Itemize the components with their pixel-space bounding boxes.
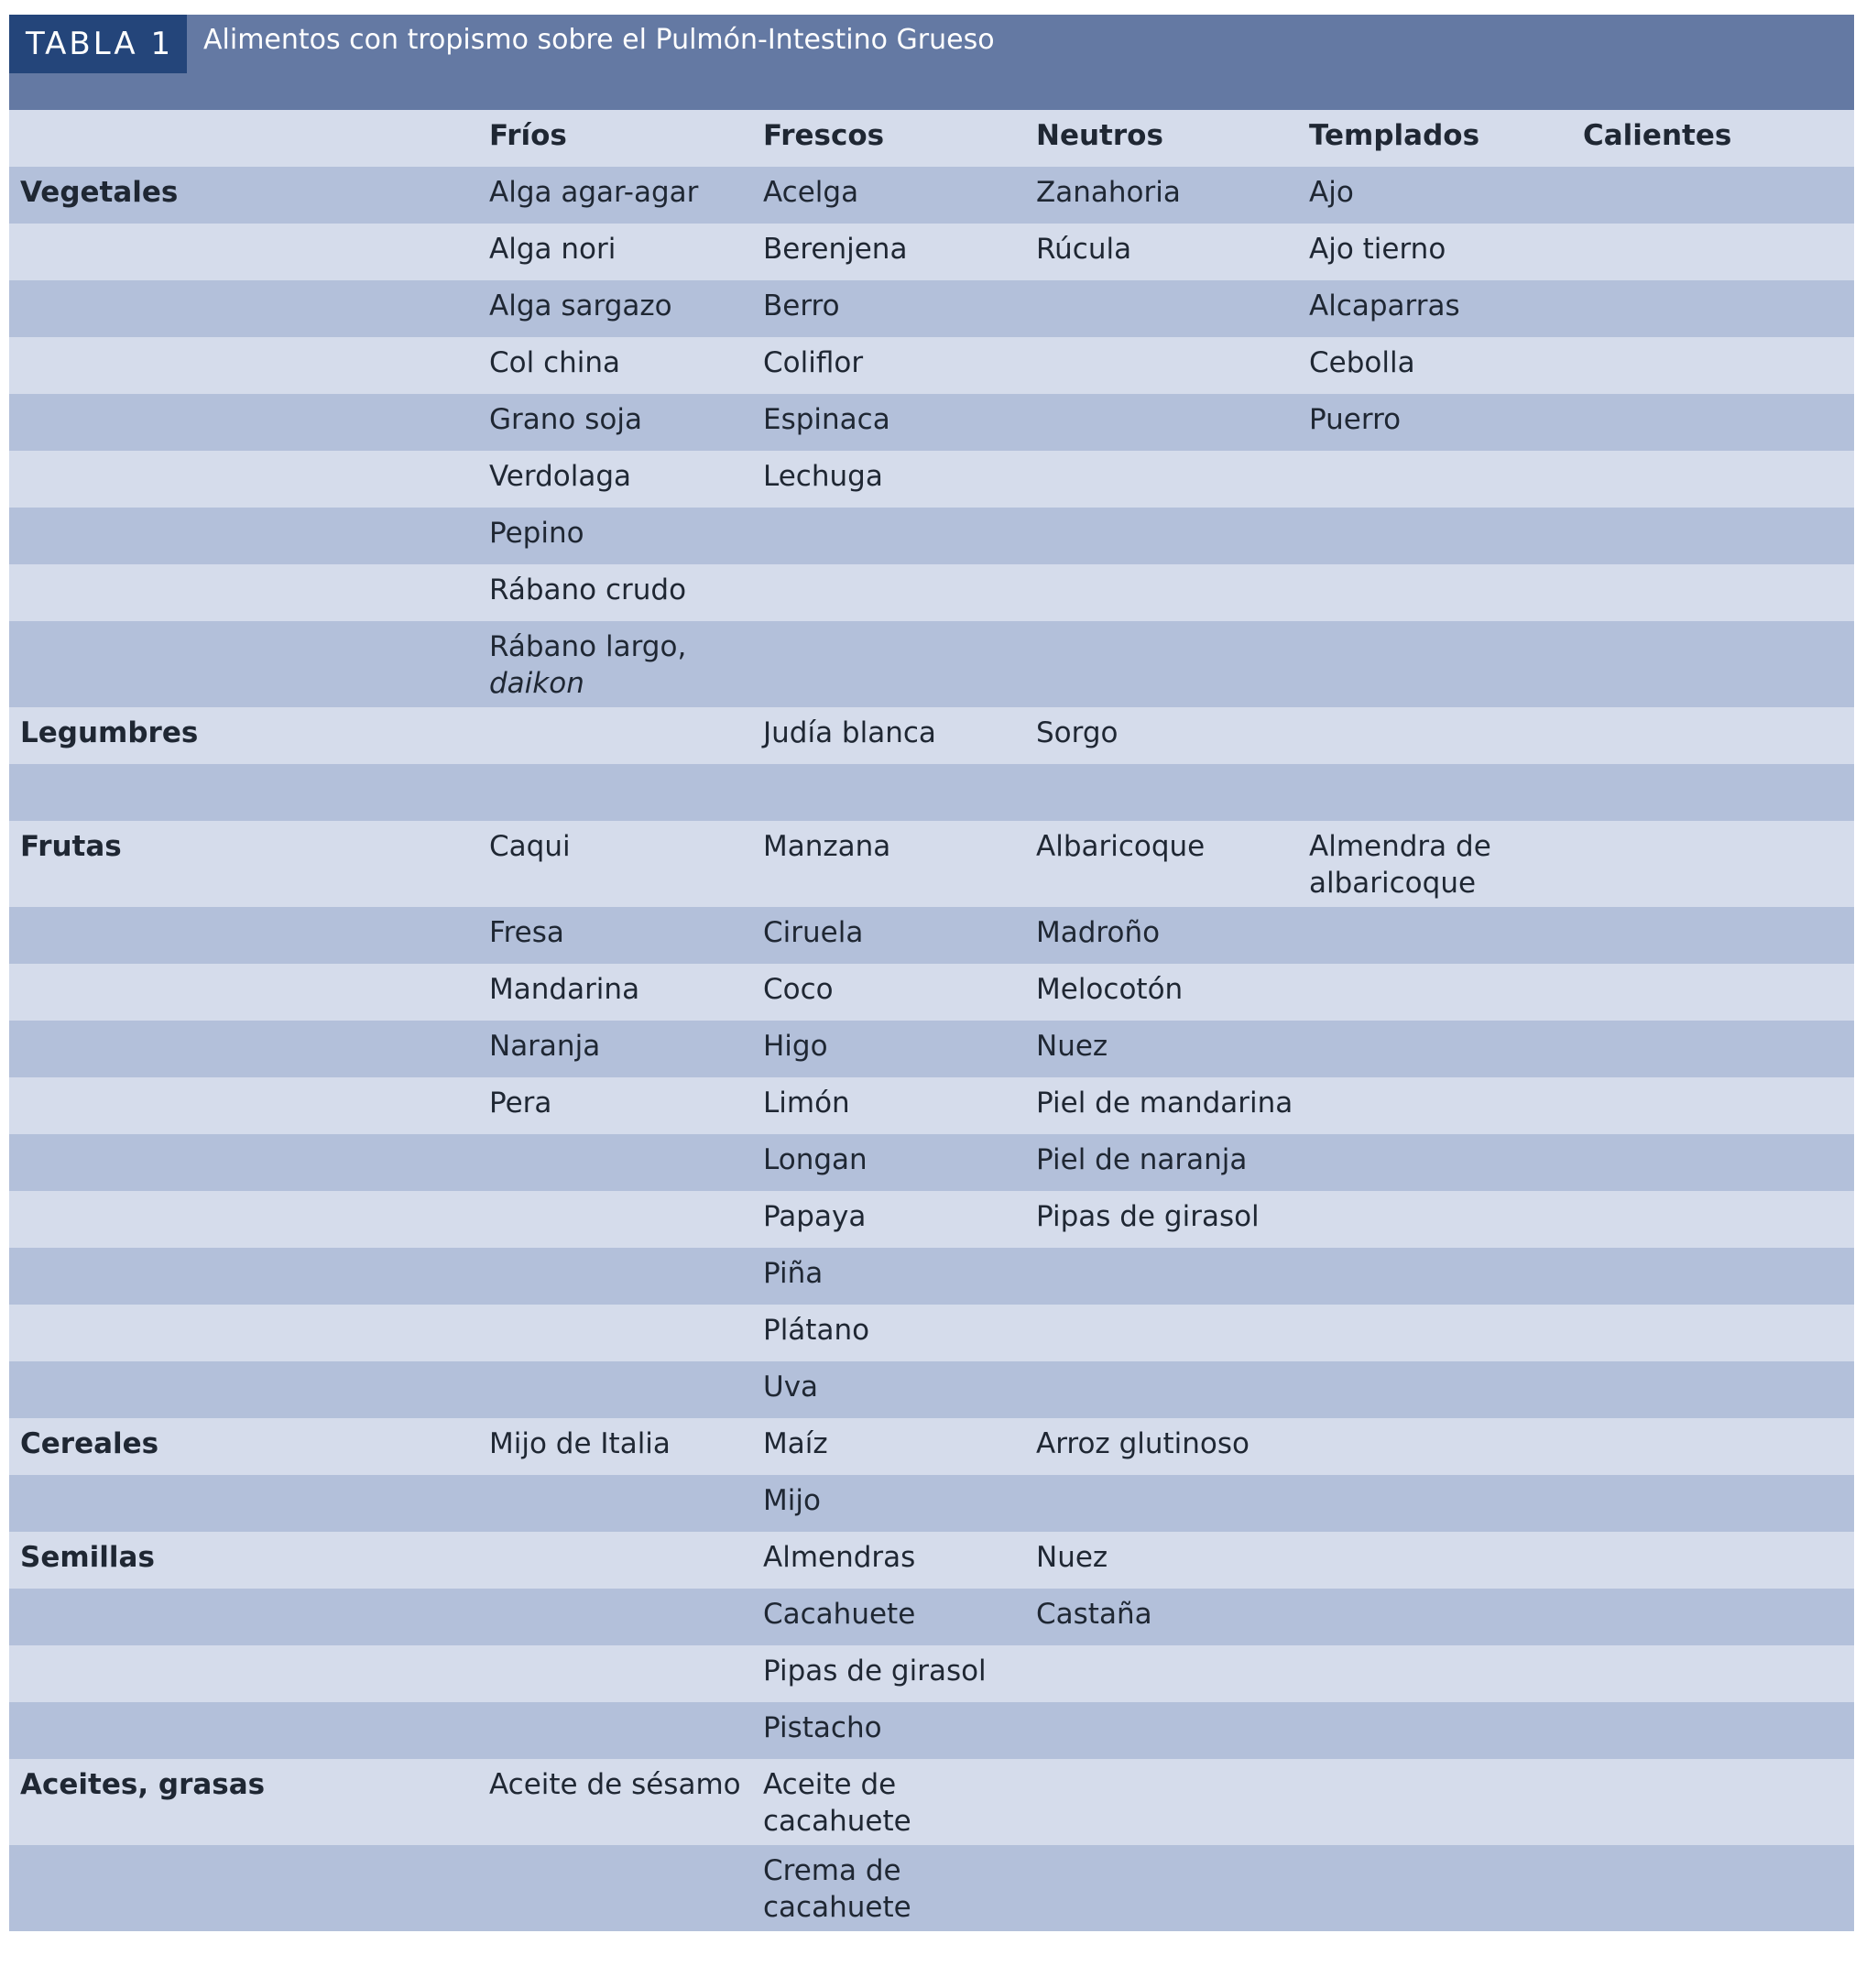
cell-frios xyxy=(489,280,763,337)
table-header-row xyxy=(9,110,1854,167)
cell-neutros xyxy=(1036,394,1309,451)
cell-text: Verdolaga xyxy=(489,460,631,493)
cell-text: Coliflor xyxy=(763,346,864,379)
cell-neutros xyxy=(1036,621,1309,707)
cell-calientes xyxy=(1583,280,1854,337)
cell-text: Piel de mandarina xyxy=(1036,1087,1293,1120)
cell-text: Mijo xyxy=(763,1484,821,1517)
cell-text: Pistacho xyxy=(763,1711,882,1744)
row-category-cell: Aceites, grasas xyxy=(9,1759,489,1845)
cell-text: Alga sargazo xyxy=(489,289,672,322)
header-cell-frescos: Frescos xyxy=(763,110,1036,167)
cell-frescos xyxy=(763,1702,1036,1759)
cell-templados xyxy=(1309,1845,1583,1931)
cell-text: Albaricoque xyxy=(1036,830,1206,863)
cell-templados xyxy=(1309,621,1583,707)
row-category-cell xyxy=(9,1475,489,1532)
cell-frescos xyxy=(763,1305,1036,1361)
table-row xyxy=(9,1845,1854,1931)
cell-text: Coco xyxy=(763,973,834,1006)
cell-frios xyxy=(489,1702,763,1759)
table-row xyxy=(9,508,1854,564)
table-row xyxy=(9,1702,1854,1759)
table-row xyxy=(9,167,1854,224)
cell-text-continued: albaricoque xyxy=(1309,867,1477,900)
cell-text: Longan xyxy=(763,1143,868,1176)
cell-neutros xyxy=(1036,1248,1309,1305)
cell-text: Piel de naranja xyxy=(1036,1143,1248,1176)
cell-frescos xyxy=(763,1589,1036,1645)
cell-text: Espinaca xyxy=(763,403,890,436)
cell-neutros xyxy=(1036,707,1309,764)
cell-frescos xyxy=(763,1248,1036,1305)
cell-text: Higo xyxy=(763,1030,828,1063)
cell-frescos xyxy=(763,508,1036,564)
cell-templados xyxy=(1309,1589,1583,1645)
cell-calientes xyxy=(1583,1191,1854,1248)
cell-frios xyxy=(489,907,763,964)
table-row xyxy=(9,1361,1854,1418)
cell-neutros xyxy=(1036,1645,1309,1702)
cell-frios xyxy=(489,1589,763,1645)
row-category-cell xyxy=(9,964,489,1021)
table-row xyxy=(9,280,1854,337)
cell-frescos xyxy=(763,964,1036,1021)
cell-calientes xyxy=(1583,451,1854,508)
header-cell-category xyxy=(9,110,489,167)
row-category-cell xyxy=(9,907,489,964)
cell-calientes xyxy=(1583,1305,1854,1361)
cell-text: Aceite de xyxy=(763,1768,897,1801)
cell-templados xyxy=(1309,707,1583,764)
cell-calientes xyxy=(1583,337,1854,394)
cell-frescos xyxy=(763,224,1036,280)
table-row xyxy=(9,1134,1854,1191)
row-category-cell xyxy=(9,1589,489,1645)
cell-templados xyxy=(1309,1361,1583,1418)
cell-calientes xyxy=(1583,1361,1854,1418)
table-row xyxy=(9,1589,1854,1645)
row-category-cell xyxy=(9,1134,489,1191)
cell-neutros xyxy=(1036,1589,1309,1645)
cell-text: Berro xyxy=(763,289,840,322)
cell-frios xyxy=(489,1305,763,1361)
cell-text: Acelga xyxy=(763,176,859,209)
cell-frios xyxy=(489,621,763,707)
cell-frescos xyxy=(763,1532,1036,1589)
row-category-cell xyxy=(9,1702,489,1759)
header-cell-neutros: Neutros xyxy=(1036,110,1309,167)
cell-calientes xyxy=(1583,224,1854,280)
cell-frios xyxy=(489,821,763,907)
cell-calientes xyxy=(1583,1759,1854,1845)
cell-frescos xyxy=(763,621,1036,707)
cell-text: Nuez xyxy=(1036,1541,1108,1574)
cell-text: Mandarina xyxy=(489,973,640,1006)
cell-text: Grano soja xyxy=(489,403,642,436)
row-category-cell xyxy=(9,508,489,564)
cell-frios xyxy=(489,1645,763,1702)
cell-text: Manzana xyxy=(763,830,891,863)
cell-frios xyxy=(489,707,763,764)
cell-text: Cacahuete xyxy=(763,1598,916,1631)
row-category-cell xyxy=(9,337,489,394)
cell-frios xyxy=(489,1475,763,1532)
cell-frios xyxy=(489,764,763,821)
cell-text: Lechuga xyxy=(763,460,883,493)
cell-calientes xyxy=(1583,707,1854,764)
table-row xyxy=(9,907,1854,964)
cell-frescos xyxy=(763,1077,1036,1134)
cell-templados xyxy=(1309,280,1583,337)
cell-text: Ajo tierno xyxy=(1309,233,1446,266)
cell-text: Puerro xyxy=(1309,403,1402,436)
cell-neutros xyxy=(1036,167,1309,224)
cell-frios xyxy=(489,451,763,508)
cell-neutros xyxy=(1036,337,1309,394)
cell-calientes xyxy=(1583,1021,1854,1077)
cell-neutros xyxy=(1036,1305,1309,1361)
cell-templados xyxy=(1309,1702,1583,1759)
cell-neutros xyxy=(1036,1475,1309,1532)
cell-templados xyxy=(1309,564,1583,621)
table-row xyxy=(9,1418,1854,1475)
cell-calientes xyxy=(1583,1248,1854,1305)
cell-neutros xyxy=(1036,280,1309,337)
cell-frios xyxy=(489,1191,763,1248)
cell-frescos xyxy=(763,280,1036,337)
cell-text: Almendras xyxy=(763,1541,916,1574)
cell-text: Caqui xyxy=(489,830,571,863)
cell-text: Fresa xyxy=(489,916,564,949)
table-row xyxy=(9,1305,1854,1361)
food-table xyxy=(9,15,1854,1931)
cell-templados xyxy=(1309,451,1583,508)
cell-text-continued: cacahuete xyxy=(763,1891,911,1924)
cell-templados xyxy=(1309,1532,1583,1589)
cell-neutros xyxy=(1036,964,1309,1021)
cell-templados xyxy=(1309,1191,1583,1248)
cell-text: Berenjena xyxy=(763,233,908,266)
table-row xyxy=(9,1021,1854,1077)
cell-text-continued: cacahuete xyxy=(763,1805,911,1838)
cell-frescos xyxy=(763,907,1036,964)
cell-templados xyxy=(1309,821,1583,907)
table-row xyxy=(9,1191,1854,1248)
table-row xyxy=(9,1475,1854,1532)
cell-calientes xyxy=(1583,564,1854,621)
cell-frios xyxy=(489,1759,763,1845)
cell-text: Plátano xyxy=(763,1314,870,1347)
cell-text: Pipas de girasol xyxy=(763,1655,987,1688)
cell-text: Papaya xyxy=(763,1200,867,1233)
cell-frescos xyxy=(763,1361,1036,1418)
cell-text: Aceite de sésamo xyxy=(489,1768,741,1801)
row-category-cell xyxy=(9,1248,489,1305)
cell-text: Castaña xyxy=(1036,1598,1152,1631)
cell-templados xyxy=(1309,508,1583,564)
cell-frescos xyxy=(763,337,1036,394)
cell-text: Alcaparras xyxy=(1309,289,1460,322)
cell-templados xyxy=(1309,964,1583,1021)
cell-neutros xyxy=(1036,1077,1309,1134)
table-row xyxy=(9,451,1854,508)
cell-frios xyxy=(489,394,763,451)
cell-frescos xyxy=(763,167,1036,224)
cell-calientes xyxy=(1583,508,1854,564)
cell-frios xyxy=(489,1532,763,1589)
cell-frescos xyxy=(763,1845,1036,1931)
cell-calientes xyxy=(1583,1589,1854,1645)
row-category-cell xyxy=(9,1305,489,1361)
cell-text: Col china xyxy=(489,346,621,379)
cell-frios xyxy=(489,1134,763,1191)
cell-neutros xyxy=(1036,907,1309,964)
cell-text: Judía blanca xyxy=(763,716,936,749)
cell-calientes xyxy=(1583,1475,1854,1532)
cell-text: Crema de xyxy=(763,1854,901,1887)
cell-templados xyxy=(1309,1077,1583,1134)
cell-templados xyxy=(1309,1645,1583,1702)
cell-text: Pipas de girasol xyxy=(1036,1200,1260,1233)
cell-frescos xyxy=(763,1418,1036,1475)
cell-templados xyxy=(1309,1305,1583,1361)
cell-frios xyxy=(489,508,763,564)
cell-neutros xyxy=(1036,224,1309,280)
cell-text: Arroz glutinoso xyxy=(1036,1427,1249,1460)
table-row xyxy=(9,707,1854,764)
cell-templados xyxy=(1309,1021,1583,1077)
cell-neutros xyxy=(1036,1191,1309,1248)
row-category-cell xyxy=(9,564,489,621)
row-category-cell xyxy=(9,1361,489,1418)
cell-neutros xyxy=(1036,451,1309,508)
row-category-cell xyxy=(9,621,489,707)
row-category-cell: Cereales xyxy=(9,1418,489,1475)
cell-text: Mijo de Italia xyxy=(489,1427,671,1460)
cell-text: Piña xyxy=(763,1257,824,1290)
cell-text: Nuez xyxy=(1036,1030,1108,1063)
cell-templados xyxy=(1309,224,1583,280)
header-cell-calientes: Calientes xyxy=(1583,110,1854,167)
cell-frios xyxy=(489,224,763,280)
table-row xyxy=(9,964,1854,1021)
table-title: Alimentos con tropismo sobre el Pulmón-Intestino Grueso xyxy=(203,24,995,56)
cell-templados xyxy=(1309,1418,1583,1475)
cell-templados xyxy=(1309,337,1583,394)
table-row xyxy=(9,764,1854,821)
cell-calientes xyxy=(1583,907,1854,964)
cell-neutros xyxy=(1036,564,1309,621)
table-row xyxy=(9,1759,1854,1845)
cell-neutros xyxy=(1036,1532,1309,1589)
row-category-cell: Legumbres xyxy=(9,707,489,764)
cell-frescos xyxy=(763,821,1036,907)
cell-frescos xyxy=(763,1134,1036,1191)
cell-neutros xyxy=(1036,1759,1309,1845)
cell-calientes xyxy=(1583,394,1854,451)
cell-frescos xyxy=(763,1021,1036,1077)
header-cell-frios: Fríos xyxy=(489,110,763,167)
cell-frios xyxy=(489,564,763,621)
cell-frios xyxy=(489,1418,763,1475)
cell-templados xyxy=(1309,1475,1583,1532)
table-row xyxy=(9,564,1854,621)
cell-text: Melocotón xyxy=(1036,973,1184,1006)
cell-neutros xyxy=(1036,508,1309,564)
cell-text: Alga nori xyxy=(489,233,617,266)
cell-frios xyxy=(489,1077,763,1134)
cell-templados xyxy=(1309,1248,1583,1305)
cell-templados xyxy=(1309,1759,1583,1845)
row-category-cell xyxy=(9,451,489,508)
cell-frescos xyxy=(763,707,1036,764)
row-category-cell xyxy=(9,1845,489,1931)
table-row xyxy=(9,1077,1854,1134)
cell-frios xyxy=(489,1845,763,1931)
cell-frescos xyxy=(763,564,1036,621)
row-category-cell xyxy=(9,1021,489,1077)
cell-text: Alga agar-agar xyxy=(489,176,699,209)
cell-frescos xyxy=(763,1191,1036,1248)
cell-frescos xyxy=(763,1645,1036,1702)
cell-frios xyxy=(489,1361,763,1418)
cell-text: Rábano largo, xyxy=(489,630,687,663)
cell-templados xyxy=(1309,394,1583,451)
row-category-cell: Frutas xyxy=(9,821,489,907)
cell-frescos xyxy=(763,1475,1036,1532)
row-category-cell xyxy=(9,280,489,337)
cell-text-continued: daikon xyxy=(489,667,584,700)
cell-calientes xyxy=(1583,1845,1854,1931)
cell-frios xyxy=(489,964,763,1021)
cell-frescos xyxy=(763,1759,1036,1845)
cell-text: Rúcula xyxy=(1036,233,1132,266)
cell-calientes xyxy=(1583,1134,1854,1191)
cell-calientes xyxy=(1583,1645,1854,1702)
cell-text: Cebolla xyxy=(1309,346,1415,379)
cell-calientes xyxy=(1583,764,1854,821)
table-row xyxy=(9,394,1854,451)
row-category-cell xyxy=(9,1077,489,1134)
table-row xyxy=(9,1645,1854,1702)
cell-neutros xyxy=(1036,821,1309,907)
table-row xyxy=(9,224,1854,280)
row-category-cell: Vegetales xyxy=(9,167,489,224)
cell-text: Rábano crudo xyxy=(489,573,687,606)
cell-neutros xyxy=(1036,1418,1309,1475)
data-table xyxy=(9,110,1854,1931)
cell-neutros xyxy=(1036,1021,1309,1077)
cell-text: Ajo xyxy=(1309,176,1354,209)
table-row xyxy=(9,821,1854,907)
cell-templados xyxy=(1309,907,1583,964)
cell-text: Pepino xyxy=(489,517,584,550)
cell-calientes xyxy=(1583,1077,1854,1134)
table-row xyxy=(9,337,1854,394)
table-number-tag: TABLA 1 xyxy=(9,15,187,73)
cell-frios xyxy=(489,337,763,394)
cell-neutros xyxy=(1036,1845,1309,1931)
cell-text: Pera xyxy=(489,1087,552,1120)
table-row xyxy=(9,621,1854,707)
cell-text: Sorgo xyxy=(1036,716,1119,749)
cell-frescos xyxy=(763,764,1036,821)
cell-text: Almendra de xyxy=(1309,830,1491,863)
cell-frios xyxy=(489,1248,763,1305)
cell-calientes xyxy=(1583,821,1854,907)
cell-text: Madroño xyxy=(1036,916,1161,949)
cell-templados xyxy=(1309,764,1583,821)
cell-neutros xyxy=(1036,1702,1309,1759)
cell-calientes xyxy=(1583,964,1854,1021)
cell-text: Ciruela xyxy=(763,916,864,949)
row-category-cell xyxy=(9,1191,489,1248)
cell-neutros xyxy=(1036,764,1309,821)
cell-neutros xyxy=(1036,1134,1309,1191)
cell-neutros xyxy=(1036,1361,1309,1418)
cell-text: Zanahoria xyxy=(1036,176,1181,209)
cell-text: Naranja xyxy=(489,1030,601,1063)
cell-frescos xyxy=(763,394,1036,451)
row-category-cell: Semillas xyxy=(9,1532,489,1589)
table-row xyxy=(9,1532,1854,1589)
cell-text: Maíz xyxy=(763,1427,828,1460)
cell-frios xyxy=(489,1021,763,1077)
cell-calientes xyxy=(1583,1702,1854,1759)
cell-text: Uva xyxy=(763,1371,819,1404)
header-cell-templados: Templados xyxy=(1309,110,1583,167)
row-category-cell xyxy=(9,394,489,451)
cell-calientes xyxy=(1583,1532,1854,1589)
cell-templados xyxy=(1309,1134,1583,1191)
cell-calientes xyxy=(1583,621,1854,707)
table-row xyxy=(9,1248,1854,1305)
row-category-cell xyxy=(9,1645,489,1702)
cell-text: Limón xyxy=(763,1087,850,1120)
table-caption-bar xyxy=(9,15,1854,110)
cell-calientes xyxy=(1583,167,1854,224)
row-category-cell xyxy=(9,764,489,821)
cell-templados xyxy=(1309,167,1583,224)
cell-calientes xyxy=(1583,1418,1854,1475)
cell-frescos xyxy=(763,451,1036,508)
cell-frios xyxy=(489,167,763,224)
row-category-cell xyxy=(9,224,489,280)
